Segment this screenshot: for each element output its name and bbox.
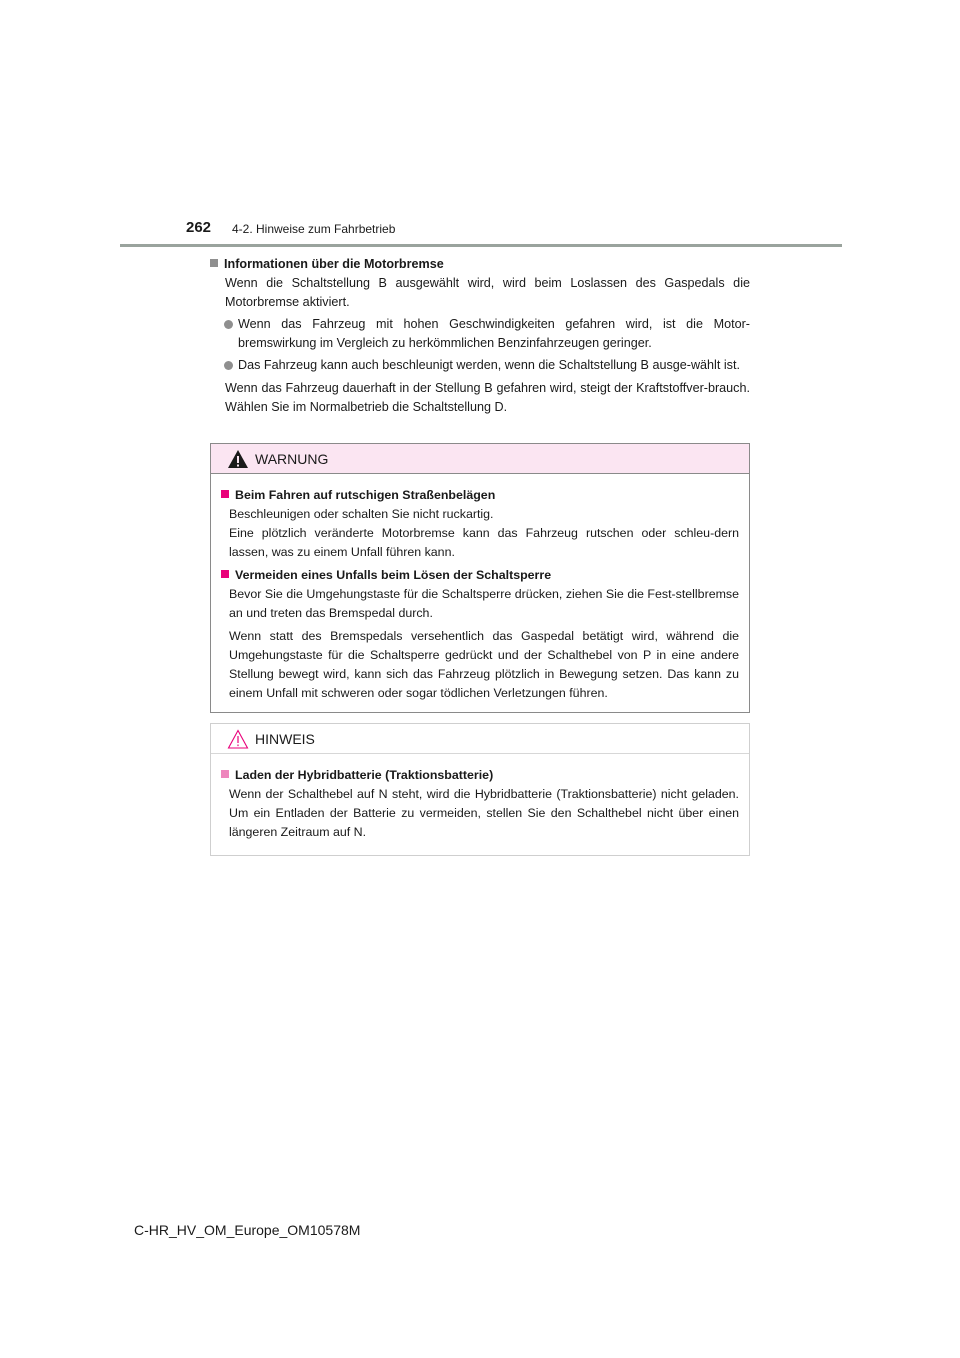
notice-heading (221, 766, 739, 785)
notice-heading-text: Laden der Hybridbatterie (Traktionsbatterie) (235, 768, 494, 782)
section-title: 4-2. Hinweise zum Fahrbetrieb (232, 222, 396, 236)
list-item-text: Wenn das Fahrzeug mit hohen Geschwindigkeiten gefahren wird, ist die Motor-bremswirkung im Vergleich zu herkömmlichen Benzinfahrzeugen geringer. (238, 317, 750, 350)
warning-heading-2 (221, 566, 739, 585)
notice-text: Wenn der Schalthebel auf N steht, wird die Hybridbatterie (Traktionsbatterie) nicht geladen. Um ein Entladen der Batterie zu vermeiden, stellen Sie den Schalthebel nicht über einen längeren Zeitraum auf N. (229, 787, 739, 839)
circle-bullet-icon (224, 320, 233, 329)
warning-heading-2-text: Vermeiden eines Unfalls beim Lösen der Schaltsperre (235, 568, 552, 582)
footer-doc-code: C-HR_HV_OM_Europe_OM10578M (134, 1222, 361, 1238)
main-intro: Wenn die Schaltstellung B ausgewählt wird, wird beim Loslassen des Gaspedals die Motorbremse aktiviert. (225, 276, 750, 309)
warning-text: Eine plötzlich veränderte Motorbremse kann das Fahrzeug rutschen oder schleu-dern lassen, was zu einem Unfall führen kann. (229, 526, 739, 559)
main-heading (210, 255, 750, 274)
warning-text: Beschleunigen oder schalten Sie nicht ruckartig. (229, 507, 494, 521)
main-heading-text: Informationen über die Motorbremse (224, 257, 444, 271)
square-bullet-icon (221, 490, 229, 498)
list-item (238, 356, 750, 375)
warning-header (211, 444, 749, 474)
circle-bullet-icon (224, 361, 233, 370)
header-rule (120, 244, 842, 247)
list-item (238, 315, 750, 353)
square-bullet-icon (210, 259, 218, 267)
warning-box (210, 443, 750, 713)
square-bullet-icon (221, 770, 229, 778)
warning-text: Wenn statt des Bremspedals versehentlich das Gaspedal betätigt wird, während die Umgehungstaste für die Schaltsperre gedrückt und der Schalthebel von P in eine andere Stellung bewegt wird, kann sich das Fahrzeug plötzlich in Bewegung setzen. Das kann zu einem Unfall mit schweren oder sogar tödlichen Verletzungen führen. (229, 629, 739, 700)
warning-title: WARNUNG (255, 451, 329, 467)
notice-body (211, 754, 749, 842)
warning-body (211, 474, 749, 703)
warning-heading-1 (221, 486, 739, 505)
square-bullet-icon (221, 570, 229, 578)
main-content (210, 255, 750, 417)
warning-text: Bevor Sie die Umgehungstaste für die Schaltsperre drücken, ziehen Sie die Fest-stellbremse an und treten das Bremspedal durch. (229, 587, 739, 620)
list-item-text: Das Fahrzeug kann auch beschleunigt werden, wenn die Schaltstellung B ausge-wählt ist. (238, 358, 740, 372)
notice-header (211, 724, 749, 754)
notice-box (210, 723, 750, 856)
warning-heading-1-text: Beim Fahren auf rutschigen Straßenbelägen (235, 488, 496, 502)
warning-triangle-icon (227, 449, 249, 469)
notice-triangle-icon (227, 729, 249, 749)
notice-title: HINWEIS (255, 731, 315, 747)
page-number: 262 (186, 219, 212, 236)
main-closing: Wenn das Fahrzeug dauerhaft in der Stellung B gefahren wird, steigt der Kraftstoffver-brauch. Wählen Sie im Normalbetrieb die Schaltstellung D. (225, 381, 750, 414)
